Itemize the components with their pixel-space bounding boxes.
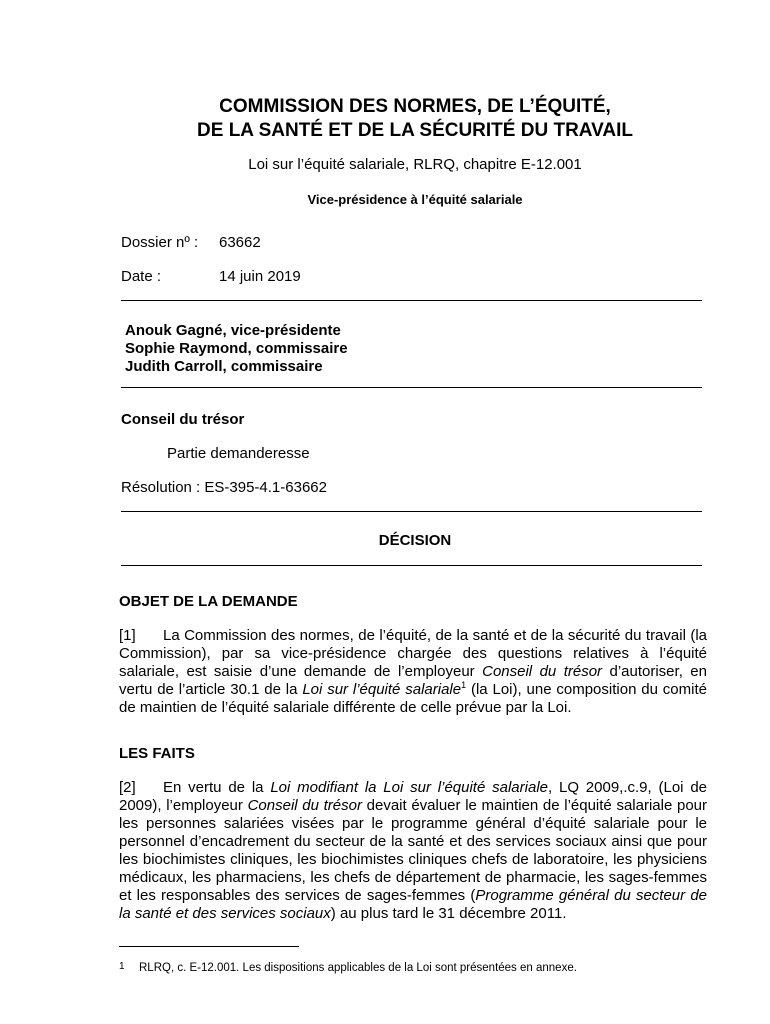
footnote-reference[interactable]: 1: [461, 680, 467, 690]
footnote-rule: [119, 946, 299, 947]
commission-title: [0, 95, 770, 143]
date-value: 14 juin 2019: [219, 268, 301, 285]
party-role: Partie demanderesse: [167, 445, 310, 462]
paragraph-2: [2] En vertu de la Loi modifiant la Loi sur l’équité salariale, LQ 2009,.c.9, (Loi de 2009), l’employeur Conseil du trésor devait évaluer le maintien de l’équité salariale pour les personnes salariées visées par le programme général d’équité salariale pour le personnel d’encadrement du secteur de la santé et des services sociaux ainsi que pour les biochimistes cliniques, les biochimistes cliniques chefs de laboratoire, les physiciens médicaux, les pharmaciens, les chefs de département de pharmacie, les sages-femmes et les responsables des services de sages-femmes (Programme général du secteur de la santé et des services sociaux) au plus tard le 31 décembre 2011.: [119, 779, 708, 922]
vice-presidency: Vice-présidence à l’équité salariale: [307, 192, 523, 207]
panel-member: Sophie Raymond, commissaire: [125, 340, 348, 357]
title-line-1: COMMISSION DES NORMES, DE L’ÉQUITÉ,: [219, 96, 611, 117]
paragraph-number: [1]: [119, 627, 136, 644]
decision-heading: DÉCISION: [378, 532, 452, 549]
law-reference: Loi sur l’équité salariale, RLRQ, chapitre E-12.001: [248, 156, 582, 173]
party-name: Conseil du trésor: [121, 411, 245, 428]
separator-rule: [121, 387, 702, 388]
footnote: [119, 961, 577, 974]
separator-rule: [121, 511, 702, 512]
separator-rule: [121, 565, 702, 566]
paragraph-1: [1] La Commission des normes, de l’équité, de la santé et de la sécurité du travail (la Commission), par sa vice-présidence chargée des questions relatives à l’équité salariale, est saisie d’une demande de l’employeur Conseil du trésor d’autoriser, en vertu de l’article 30.1 de la Loi sur l’équité salariale$^1$ (la Loi), une composition du comité de maintien de l’équité salariale différente de celle prévue par la Loi.: [119, 627, 707, 716]
footnote-text: RLRQ, c. E-12.001. Les dispositions applicables de la Loi sont présentées en annexe.: [139, 962, 577, 974]
panel-member: Judith Carroll, commissaire: [125, 358, 323, 375]
section-heading-objet: OBJET DE LA DEMANDE: [119, 593, 298, 610]
dossier-value: 63662: [219, 234, 261, 251]
paragraph-number: [2]: [119, 779, 136, 796]
footnote-mark: 1: [119, 961, 125, 972]
title-line-2: DE LA SANTÉ ET DE LA SÉCURITÉ DU TRAVAIL: [197, 120, 633, 141]
separator-rule: [121, 300, 702, 301]
resolution-number: Résolution : ES-395-4.1-63662: [121, 479, 327, 496]
date-label: Date :: [121, 268, 162, 285]
section-heading-faits: LES FAITS: [119, 745, 195, 762]
panel-member: Anouk Gagné, vice-présidente: [125, 322, 341, 339]
dossier-label: Dossier nº :: [121, 234, 199, 251]
